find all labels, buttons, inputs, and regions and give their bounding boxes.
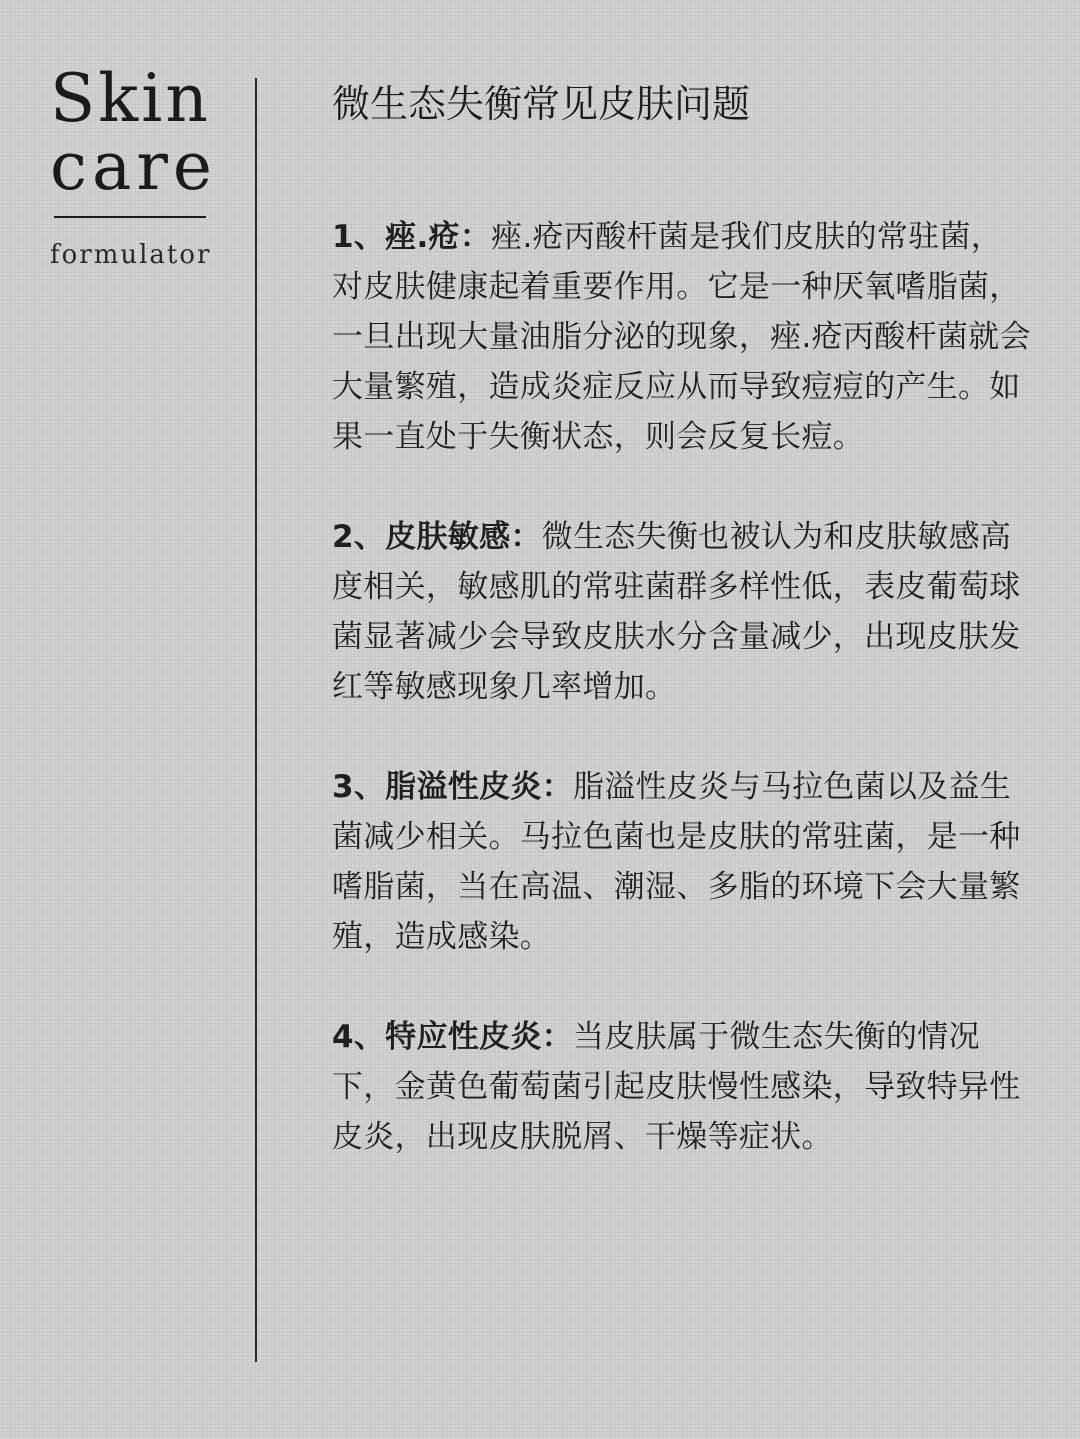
section-number: 4、 — [332, 1019, 386, 1055]
brand-subtitle: formulator — [50, 240, 212, 270]
vertical-divider — [255, 78, 257, 1362]
brand-logo — [50, 60, 217, 270]
brand-line-skin: Skin — [50, 60, 211, 137]
section-body: 痤.疮丙酸杆菌是我们皮肤的常驻菌，对皮肤健康起着重要作用。它是一种厌氧嗜脂菌，一旦出现大量油脂分泌的现象，痤.疮丙酸杆菌就会大量繁殖，造成炎症反应从而导致痘痘的产生。如果一直处于失衡状态，则会反复长痘。 — [332, 219, 1031, 455]
section-body: 脂溢性皮炎与马拉色菌以及益生菌减少相关。马拉色菌也是皮肤的常驻菌，是一种嗜脂菌，当在高温、潮湿、多脂的环境下会大量繁殖，造成感染。 — [332, 769, 1021, 955]
section-paragraph — [332, 1012, 1032, 1162]
section-heading: 脂溢性皮炎： — [385, 769, 573, 805]
section-paragraph — [332, 212, 1032, 462]
section-atopic-dermatitis — [332, 1012, 1032, 1162]
section-number: 3、 — [332, 769, 386, 805]
section-seborrheic-dermatitis — [332, 762, 1032, 962]
brand-underline — [54, 216, 206, 218]
section-body: 当皮肤属于微生态失衡的情况下，金黄色葡萄菌引起皮肤慢性感染，导致特异性皮炎，出现皮肤脱屑、干燥等症状。 — [332, 1019, 1021, 1155]
section-heading: 痤.疮： — [385, 219, 492, 255]
section-heading: 皮肤敏感： — [385, 519, 542, 555]
section-heading: 特应性皮炎： — [385, 1019, 573, 1055]
brand-line-care: care — [50, 128, 217, 205]
section-number: 1、 — [332, 219, 386, 255]
section-list — [332, 212, 1032, 1162]
main-content — [332, 76, 1032, 1212]
section-number: 2、 — [332, 519, 386, 555]
section-sensitive-skin — [332, 512, 1032, 712]
section-body: 微生态失衡也被认为和皮肤敏感高度相关，敏感肌的常驻菌群多样性低，表皮葡萄球菌显著减少会导致皮肤水分含量减少，出现皮肤发红等敏感现象几率增加。 — [332, 519, 1021, 705]
section-paragraph — [332, 512, 1032, 712]
section-acne — [332, 212, 1032, 462]
page-title: 微生态失衡常见皮肤问题 — [332, 82, 751, 126]
section-paragraph — [332, 762, 1032, 962]
